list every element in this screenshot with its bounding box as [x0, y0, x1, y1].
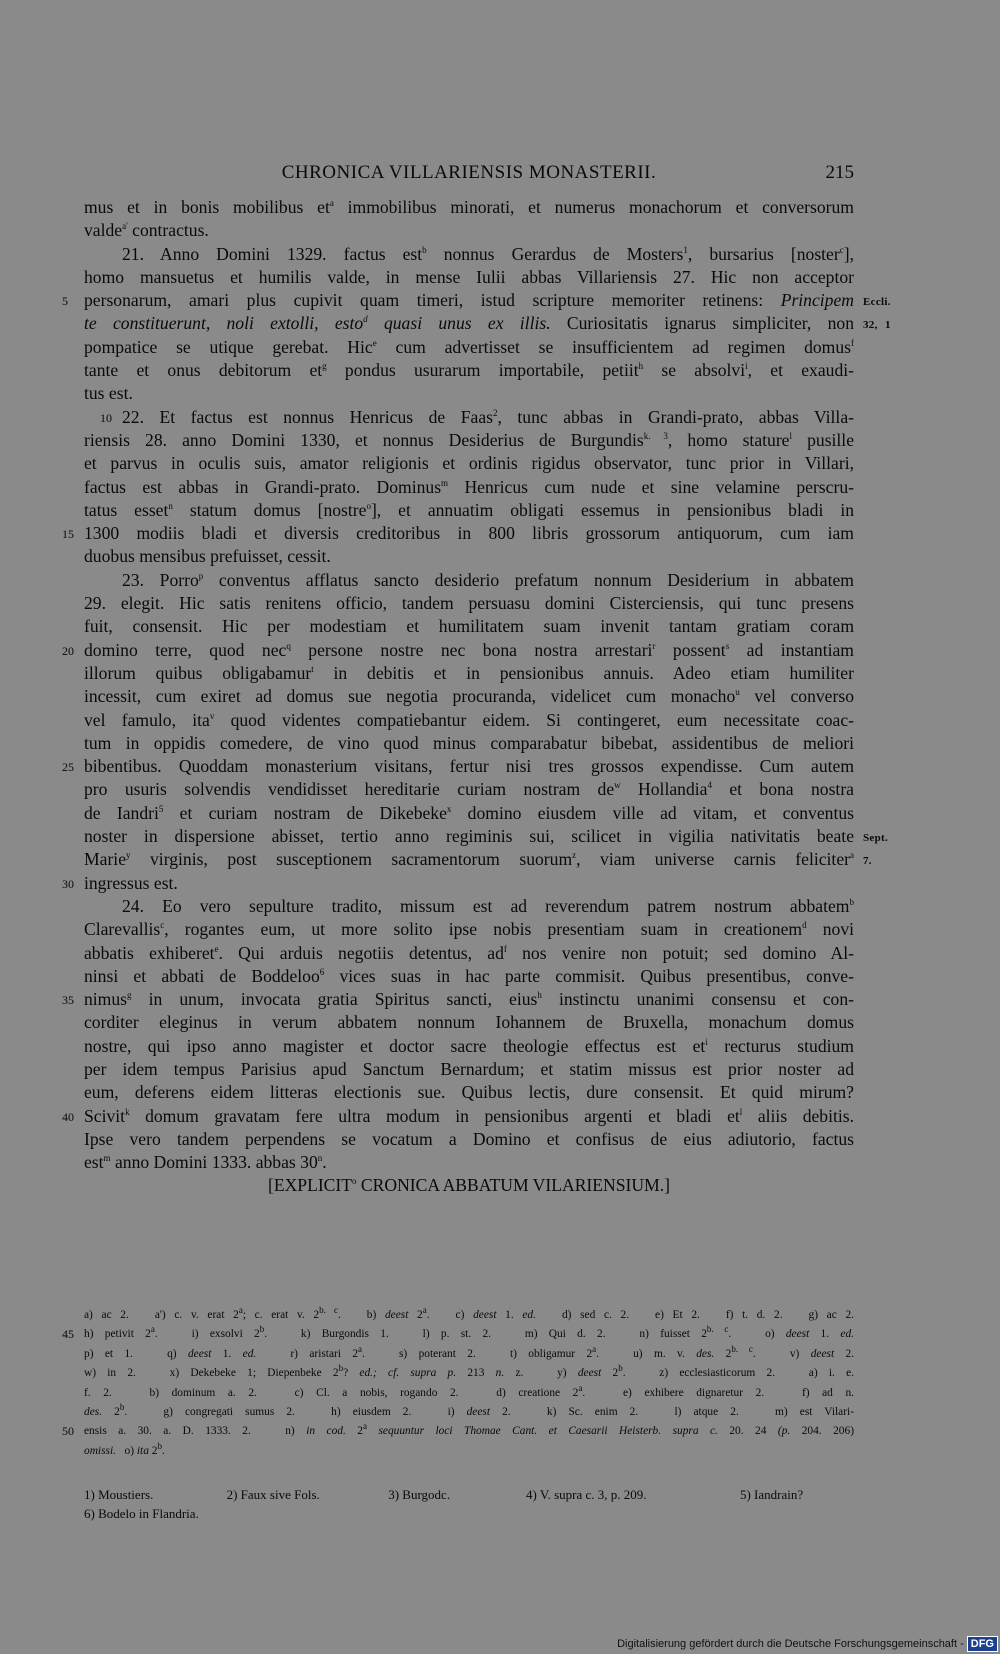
text-line: pompatice se utique gerebat. Hic$^e$ cum advertisset se insufficientem ad regimen domus$^f$ — [84, 336, 854, 357]
reference-note: 5) Iandrain? — [739, 1487, 804, 1502]
text-line: Scivit$^k$ domum gravatam fere ultra modum in pensionibus argenti et bladi $et^l$ aliis debitis. 40 — [84, 1105, 854, 1128]
dfg-logo: DFG — [967, 1636, 998, 1652]
reference-row — [84, 1485, 854, 1504]
text-line: fuit, consensit. Hic per modestiam et humilitatem suam invenit tantam gratiam coram — [84, 616, 854, 637]
text-line: ingressus est. 30 — [84, 872, 854, 895]
text-line: riensis 28. anno Domini 1330, et nonnus Desiderius de Burgundis$^{k. 3}$, homo stature$^l$ pusille — [84, 429, 855, 450]
footnote-line: a) ac 2. a') c. v. erat 2$^a$; c. erat v. $2^{b. c}$. b) deest 2$^a$. c) deest 1. ed. d) sed c. 2. e) Et 2. f) t. d. 2. g) ac 2. — [84, 1305, 855, 1321]
reference-note: 2) Faux sive Fols. — [226, 1487, 320, 1502]
footnote-line: des. 2$^b$. g) congregati sumus 2. h) eiusdem 2. i) deest 2. k) Sc. enim 2. l) atque 2. m) est Vilari- — [84, 1402, 854, 1418]
text-line: personarum, amari plus cupivit quam timeri, istud scripture memoriter retinens: Principem 5 Eccli. 32, 1 — [84, 289, 854, 312]
text-line: incessit, cum exiret ad domus sue negotia procuranda, videlicet cum monacho$^u$ vel converso — [84, 686, 854, 707]
text-line: duobus mensibus prefuisset, cessit. — [84, 546, 331, 567]
text-line: bibentibus. Quoddam monasterium visitans, fertur nisi tres grossos expendisse. Cum autem 25 — [84, 755, 854, 778]
reference-note: 1) Moustiers. — [84, 1487, 154, 1502]
text-line: tus est. — [84, 383, 133, 404]
text-line: 21. Anno Domini 1329. factus est$^b$ nonnus Gerardus de Mosters$^1$, bursarius [noster$^c$], — [122, 243, 854, 264]
text-line: homo mansuetus et humilis valde, in mense Iulii abbas Villariensis 27. Hic non acceptor — [84, 266, 854, 287]
text-line: pro usuris solvendis vendidisset hereditarie curiam nostram $de^w$ Hollandia$^4$ et bona nostra — [84, 779, 854, 800]
text-line: tatus esset$^n$ statum domus [nostre$^o$], et annuatim obligati essemus in pensionibus bladi in — [84, 499, 855, 520]
line-number: 10 — [100, 410, 112, 425]
margin-note: Eccli. 32, 1 — [863, 296, 891, 332]
text-line: valde$^{a'}$ contractus. — [84, 220, 209, 241]
footnote-line: f. 2. b) dominum a. 2. c) Cl. a nobis, rogando 2. d) creatione 2$^a$. e) exhibere dignaretur 2. f) ad n. — [84, 1382, 854, 1399]
footnote-line: h) petivit 2$^a$. i) exsolvi 2$^b$. k) Burgondis 1. l) p. st. 2. m) Qui d. 2. n) fuisset $2^{b. c}$. o) deest 1. ed. 45 — [84, 1325, 854, 1344]
text-line: Ipse vero tandem perpendens se vocatum a Domino et confisus de eius adiutorio, factus — [84, 1128, 854, 1149]
text-line: te constituerunt, noli extolli, esto$^d$ quasi unus ex illis. Curiositatis ignarus simpliciter, non — [84, 313, 854, 334]
line-number: 35 — [62, 993, 74, 1008]
text-line: per idem tempus Parisius apud Sanctum Bernardum; et statim missus est prior noster ad — [84, 1058, 854, 1079]
reference-note: 3) Burgodc. — [388, 1487, 451, 1502]
text-line: corditer eleginus in verum abbatem nonnum Iohannem de Bruxella, monachum domus — [84, 1012, 854, 1033]
line-number: 30 — [62, 876, 74, 891]
text-line: est$^m$ anno Domini 1333. abbas 30$^n$. — [84, 1152, 327, 1173]
text-line: 23. Porro$^p$ conventus afflatus sancto desiderio prefatum nonnum Desiderium in abbatem — [122, 569, 854, 590]
line-number: 45 — [62, 1327, 74, 1342]
line-number: 40 — [62, 1109, 74, 1124]
footnote-line: w) in 2. x) Dekebeke 1; Diepenbeke 2$^b$? ed.; cf. supra p. 213 n. z. y) deest 2$^b$. z) ecclesiasticorum 2. a) i. e. — [84, 1363, 855, 1380]
text-line: nostre, qui ipso anno magister et doctor sacre theologie effectus est $et^i$ recturus studium — [84, 1035, 854, 1056]
text-line: 1300 modiis bladi et diversis creditoribus in 800 libris grossorum antiquorum, cum iam 15 — [84, 522, 854, 545]
text-line: factus est abbas in Grandi-prato. Dominus$^m$ Henricus cum nude et sine velamine perscru- — [84, 476, 854, 497]
line-number: 25 — [62, 760, 74, 775]
funding-text: Digitalisierung gefördert durch die Deutsche Forschungsgemeinschaft - — [617, 1638, 964, 1650]
text-line: Clarevallis$^c$, rogantes eum, ut more solito ipse nobis presentiam suam in creationem$^d$ novi — [84, 919, 855, 940]
text-line: 24. Eo vero sepulture tradito, missum est ad reverendum patrem nostrum abbatem$^b$ — [122, 895, 854, 916]
text-line: tante et onus debitorum $et^g$ pondus usurarum importabile, petiit$^h$ se absolvi$^i$, et exaudi- — [84, 360, 854, 381]
line-number: 50 — [62, 1424, 74, 1439]
funding-footer — [617, 1636, 998, 1652]
footnote-line: p) et 1. q) deest 1. ed. r) aristari 2$^a$. s) poterant 2. t) obligamur 2$^a$. u) m. v. des. $2^{b. c}$. v) deest 2. — [84, 1343, 855, 1360]
reference-note: 4) V. supra c. 3, p. 209. — [526, 1487, 647, 1502]
text-line: 22. Et factus est nonnus Henricus de Faas$^2$, tunc abbas in Grandi-prato, abbas Villa- 10 — [84, 406, 854, 429]
text-line: abbatis exhiberet$^e$. Qui arduis negotiis detentus, $ad^f$ nos venire non potuit; sed domino Al- — [84, 942, 854, 963]
text-line: et parvus in oculis suis, amator religionis et ordinis rigidus observator, tunc prior in Villari, — [84, 453, 854, 474]
text-line: [EXPLICIT$^o$ CRONICA ABBATUM VILARIENSIUM.] — [267, 1175, 670, 1196]
line-number: 15 — [62, 527, 74, 542]
text-line: mus et in bonis mobilibus $et^a$ immobilibus minorati, et numerus monachorum et conversorum — [84, 197, 854, 217]
line-number: 20 — [62, 643, 74, 658]
text-line: 29. elegit. Hic satis renitens officio, tandem persuasu domini Cisterciensis, qui tunc presens — [84, 593, 854, 614]
text-line: tum in oppidis comedere, de vino quod minus comparabatur bibebat, assidentibus de meliori — [84, 732, 854, 753]
text-line: eum, deferens eidem litteras electionis sue. Quibus lectis, dure consensit. Et quid mirum? — [84, 1082, 854, 1103]
text-line: nimus$^g$ in unum, invocata gratia Spiritus sancti, eius$^h$ instinctu unanimi consensu et con- 35 — [84, 988, 854, 1011]
page-header — [84, 162, 854, 188]
footnote-line: ensis a. 30. a. D. 1333. 2. n) in cod. 2$^a$ sequuntur loci Thomae Cant. et Caesarii Heisterb. supra c. 20. 24 (p. 204. 206) 50 — [84, 1422, 854, 1441]
page-number: 215 — [825, 162, 854, 183]
margin-note: Sept. 7. — [863, 832, 889, 868]
running-title: CHRONICA VILLARIENSIS MONASTERII. — [281, 162, 657, 183]
text-line: vel famulo, ita$^v$ quod videntes compatiebantur eidem. Si contingeret, eum necessitate coac- — [84, 709, 854, 730]
line-number: 5 — [62, 294, 68, 309]
reference-row — [84, 1504, 854, 1523]
reference-note: 6) Bodelo in Flandria. — [84, 1506, 199, 1521]
text-line: Marie$^y$ virginis, post susceptionem sacramentorum suorum$^z$, viam universe carnis feliciter$^a$ — [84, 849, 854, 870]
text-line: illorum quibus obligabamur$^t$ in debitis et in pensionibus annuis. Adeo etiam humiliter — [84, 662, 854, 683]
text-line: ninsi et abbati de Boddeloo$^6$ vices suas in hac parte commisit. Quibus presentibus, conve- — [84, 965, 854, 986]
main-text — [62, 196, 891, 1198]
text-line: noster in dispersione abisset, tertio anno regiminis sui, scilicet in vigilia nativitatis beate Sept. 7. — [84, 825, 854, 848]
reference-notes — [84, 1485, 854, 1523]
text-line: domino terre, quod nec$^q$ persone nostre nec bona nostra arrestari$^r$ possent$^s$ ad instantiam 20 — [84, 639, 854, 662]
footnote-line: omissi. o) ita 2$^b$. — [84, 1440, 165, 1457]
text-line: de Iandri$^5$ et curiam nostram de Dikebeke$^x$ domino eiusdem ville ad vitam, et conventus — [84, 802, 854, 823]
critical-apparatus — [62, 1305, 855, 1461]
